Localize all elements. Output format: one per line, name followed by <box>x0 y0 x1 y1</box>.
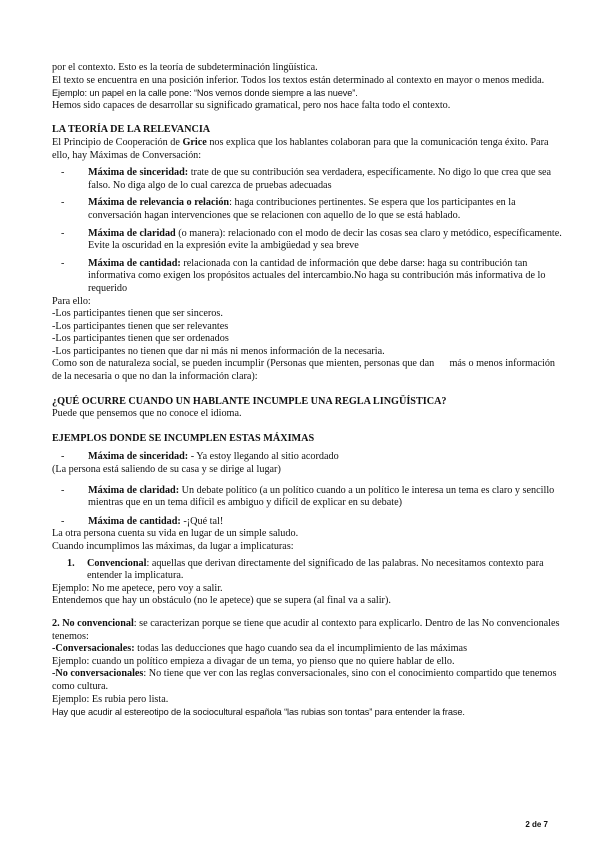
intro-line-4: Hemos sido capaces de desarrollar su significado gramatical, pero nos hace falta todo el contexto. <box>52 99 451 111</box>
grice-name: Grice <box>182 136 207 148</box>
ejemplo-cantidad: - Máxima de cantidad: -¡Qué tal! <box>61 515 224 527</box>
relevancia-heading: LA TEORÍA DE LA RELEVANCIA <box>52 124 211 136</box>
no-convencional: 2. No convencional: se caracterizan porque se tiene que acudir al contexto para explicarlo. Dentro de las No convencionales tenemos: <box>52 617 560 642</box>
incumple-heading: ¿QUÉ OCURRE CUANDO UN HABLANTE INCUMPLE UNA REGLA LINGÜÍSTICA? <box>52 395 447 407</box>
maxima-item: - Máxima de relevancia o relación: haga contribuciones pertinentes. Se espera que los participantes en la conversación hagan intervenciones que se relacionen con aquello de lo que se está hablado. <box>61 197 516 221</box>
ejemplos-heading: EJEMPLOS DONDE SE INCUMPLEN ESTAS MÁXIMAS <box>52 432 315 444</box>
para-ello: Para ello: <box>52 295 91 307</box>
document-page <box>52 62 562 719</box>
no-conversacionales: -No conversacionales: No tiene que ver con las reglas conversacionales, sino con el conocimiento compartido que tenemos como cultura. <box>52 668 557 692</box>
list-item: -Los participantes tienen que ser sinceros. <box>52 308 223 320</box>
no-conversacionales-example: Ejemplo: Es rubia pero lista. <box>52 693 169 705</box>
relevancia-intro: El Principio de Cooperación de Grice nos explica que los hablantes colaboran para que la comunicación tenga éxito. Para ello, hay Máximas de Conversación: <box>52 136 549 161</box>
final-sentence: Hay que acudir al estereotipo de la sociocultural española “las rubias son tontas” para entender la frase. <box>52 707 465 718</box>
intro-example: Ejemplo: un papel en la calle pone: “Nos vemos donde siempre a las nueve”. <box>52 88 358 99</box>
maxima-item: - Máxima de claridad (o manera): relacionado con el modo de decir las cosas sea claro y metódico, específicamente. Evite la oscuridad en la expresión evite la ambigüedad y sea breve <box>61 227 562 252</box>
page-number: 2 de 7 <box>525 820 548 829</box>
convencional-explanation: Entendemos que hay un obstáculo (no le apetece) que se supera (al final va a salir). <box>52 595 391 607</box>
implicatura-convencional: 1. Convencional: aquellas que derivan directamente del significado de las palabras. No necesitamos contexto para entender la implicatura. <box>67 557 544 582</box>
cantidad-note-2: Cuando incumplimos las máximas, da lugar a implicaturas: <box>52 541 294 552</box>
ejemplo-sinceridad: - Máxima de sinceridad: - Ya estoy llegando al sitio acordado <box>61 451 339 463</box>
conversacionales: -Conversacionales: todas las deducciones que hago cuando sea da el incumplimiento de las máximas <box>52 643 468 655</box>
convencional-example: Ejemplo: No me apetece, pero voy a salir. <box>52 582 223 594</box>
ejemplo-sinceridad-note: (La persona está saliendo de su casa y se dirige al lugar) <box>52 464 281 476</box>
maxima-item: - Máxima de sinceridad: trate de que su contribución sea verdadera, específicamente. No digo lo que crea que sea falso. No diga algo de lo cual carezca de pruebas adecuadas <box>61 167 552 191</box>
list-item: -Los participantes no tienen que dar ni más ni menos información de la necesaria. <box>52 345 385 357</box>
ejemplo-claridad: - Máxima de claridad: Un debate político (a un político cuando a un político le interesa un tema es claro y sencillo mientras que en un tema difícil es ambiguo y difícil de explicar en su debate) <box>61 484 555 509</box>
maxima-item: - Máxima de cantidad: relacionada con la cantidad de información que debe darse: haga su contribución tan informativa como exigen los propósitos actuales del intercambio.No haga su contribución más informativa de lo requerido <box>61 257 546 294</box>
list-item: -Los participantes tienen que ser ordenados <box>52 333 229 345</box>
intro-line-1: por el contexto. Esto es la teoría de subdeterminación lingüística. <box>52 62 318 73</box>
incumple-text: Puede que pensemos que no conoce el idioma. <box>52 408 242 420</box>
conversacionales-example: Ejemplo: cuando un político empieza a divagar de un tema, yo pienso que no quiere hablar de ello. <box>52 655 455 667</box>
list-item: -Los participantes tienen que ser relevantes <box>52 320 229 332</box>
relevancia-closing: Como son de naturaleza social, se pueden incumplir (Personas que mienten, personas que dan más o menos información de la necesaria o que no dan la información clara): <box>52 358 558 383</box>
intro-line-2: El texto se encuentra en una posición inferior. Todos los textos están determinado al contexto en mayor o menos medida. <box>52 74 545 86</box>
cantidad-note-1: La otra persona cuenta su vida en lugar de un simple saludo. <box>52 528 299 540</box>
